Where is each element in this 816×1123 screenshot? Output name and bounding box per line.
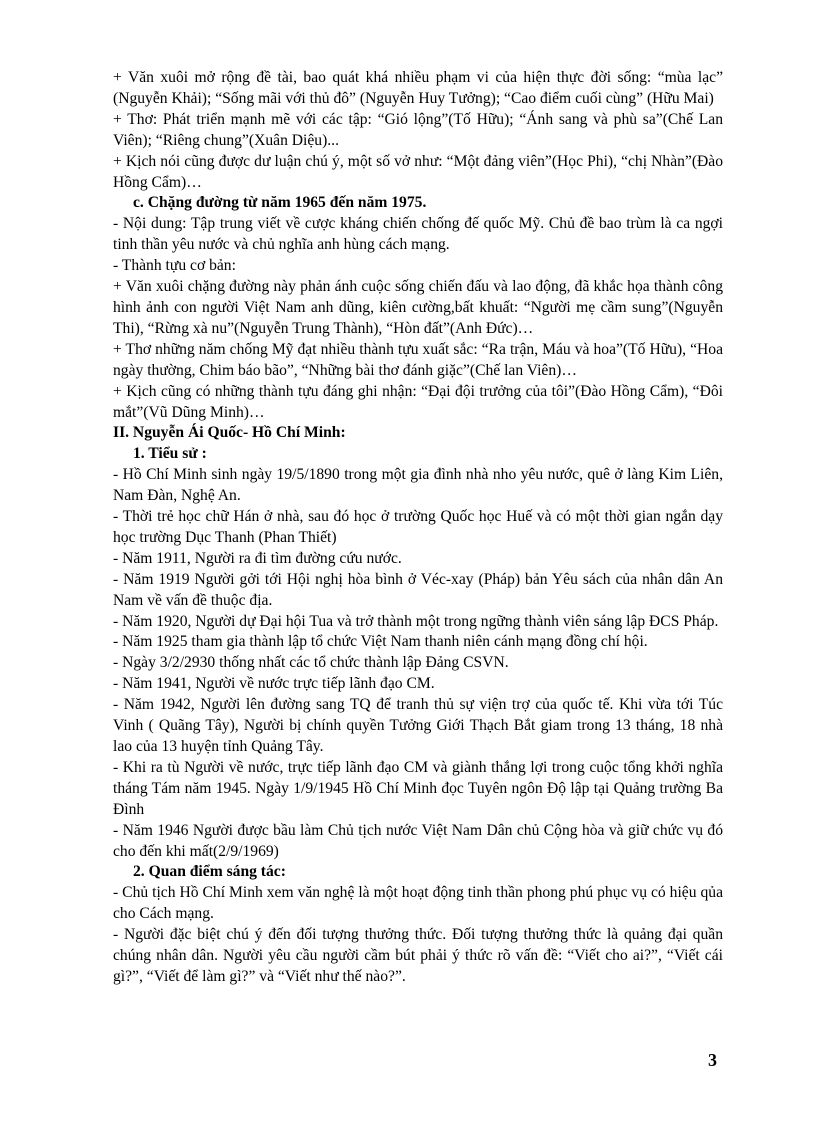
subsection-heading: 2. Quan điểm sáng tác: bbox=[133, 863, 286, 881]
paragraph: - Chủ tịch Hồ Chí Minh xem văn nghệ là một hoạt động tinh thần phong phú phục vụ có hiệu qủa cho Cách mạng. bbox=[113, 884, 723, 923]
paragraph: - Năm 1941, Người về nước trực tiếp lãnh đạo CM. bbox=[113, 675, 435, 693]
paragraph: - Nội dung: Tập trung viết về cược kháng chiến chống đế quốc Mỹ. Chủ đề bao trùm là ca ngợi tinh thần yêu nước và chủ nghĩa anh hùng cách mạng. bbox=[113, 215, 723, 254]
paragraph: - Thời trẻ học chữ Hán ở nhà, sau đó học ở trường Quốc học Huế và có một thời gian ngắn dạy học trường Dục Thanh (Phan Thiết) bbox=[113, 508, 723, 546]
paragraph: - Năm 1911, Người ra đi tìm đường cứu nước. bbox=[113, 549, 402, 567]
paragraph: + Thơ những năm chống Mỹ đạt nhiều thành tựu xuất sắc: “Ra trận, Máu và hoa”(Tố Hữu), “Hoa ngày thường, Chim báo bão”, “Những bài thơ đánh giặc”(Chế lan Viên)… bbox=[113, 340, 723, 379]
subsection-heading: 1. Tiểu sử : bbox=[133, 445, 207, 463]
paragraph: + Văn xuôi chặng đường này phản ánh cuộc sống chiến đấu và lao động, đã khắc họa thành công hình ảnh con người Việt Nam anh dũng, kiên cường,bất khuất: “Người mẹ cầm sung”(Nguyễn Thi), “Rừng xà nu”(Nguyễn Trung Thành), “Hòn đất”(Anh Đức)… bbox=[113, 278, 723, 337]
paragraph: - Khi ra tù Người về nước, trực tiếp lãnh đạo CM và giành thắng lợi trong cuộc tổng khởi nghĩa tháng Tám năm 1945. Ngày 1/9/1945 Hồ Chí Minh đọc Tuyên ngôn Độ lập tại Quảng trường Ba Đình bbox=[113, 758, 723, 818]
paragraph: - Năm 1919 Người gởi tới Hội nghị hòa bình ở Véc-xay (Pháp) bản Yêu sách của nhân dân An Nam về vấn đề thuộc địa. bbox=[113, 570, 723, 609]
paragraph: + Kịch nói cũng được dư luận chú ý, một số vở như: “Một đảng viên”(Học Phi), “chị Nhàn”(Đào Hồng Cẩm)… bbox=[113, 152, 723, 191]
paragraph: - Năm 1942, Người lên đường sang TQ để tranh thủ sự viện trợ của quốc tế. Khi vừa tới Túc Vinh ( Quãng Tây), Người bị chính quyền Tưởng Giới Thạch Bắt giam trong 13 tháng, 18 nhà lao của 13 huyện tỉnh Quảng Tây. bbox=[113, 696, 723, 755]
page-number: 3 bbox=[708, 1050, 717, 1070]
paragraph: + Thơ: Phát triển mạnh mẽ với các tập: “Gió lộng”(Tố Hữu); “Ánh sang và phù sa”(Chế Lan Viên); “Riêng chung”(Xuân Diệu)... bbox=[113, 110, 723, 149]
paragraph: - Ngày 3/2/2930 thống nhất các tổ chức thành lập Đảng CSVN. bbox=[113, 654, 509, 672]
section-heading: II. Nguyễn Ái Quốc- Hồ Chí Minh: bbox=[113, 424, 346, 442]
document-body bbox=[113, 68, 723, 988]
paragraph: - Người đặc biệt chú ý đến đối tượng thưởng thức. Đối tượng thưởng thức là quảng đại quần chúng nhân dân. Người yêu cầu người cầm bút phải ý thức rõ vấn đề: “Viết cho ai?”, “Viết cái gì?”, “Viết để làm gì?” và “Viết như thế nào?”. bbox=[113, 926, 723, 985]
subsection-heading: c. Chặng đường từ năm 1965 đến năm 1975. bbox=[133, 194, 427, 212]
paragraph: - Hồ Chí Minh sinh ngày 19/5/1890 trong một gia đình nhà nho yêu nước, quê ở làng Kim Liên, Nam Đàn, Nghệ An. bbox=[113, 466, 723, 505]
paragraph: - Thành tựu cơ bản: bbox=[113, 257, 236, 275]
paragraph: - Năm 1946 Người được bầu làm Chủ tịch nước Việt Nam Dân chủ Cộng hòa và giữ chức vụ đó cho đến khi mất(2/9/1969) bbox=[113, 821, 723, 860]
paragraph: + Kịch cũng có những thành tựu đáng ghi nhận: “Đại đội trưởng của tôi”(Đào Hồng Cẩm), “Đôi mắt”(Vũ Dũng Minh)… bbox=[113, 382, 723, 421]
paragraph: + Văn xuôi mở rộng đề tài, bao quát khá nhiều phạm vi của hiện thực đời sống: “mùa lạc” (Nguyễn Khải); “Sống mãi với thủ đô” (Nguyễn Huy Tưởng); “Cao điểm cuối cùng” (Hữu Mai) bbox=[113, 69, 723, 107]
paragraph: - Năm 1920, Người dự Đại hội Tua và trở thành một trong ngững thành viên sáng lập ĐCS Pháp. bbox=[113, 612, 719, 630]
paragraph: - Năm 1925 tham gia thành lập tổ chức Việt Nam thanh niên cánh mạng đồng chí hội. bbox=[113, 633, 648, 651]
